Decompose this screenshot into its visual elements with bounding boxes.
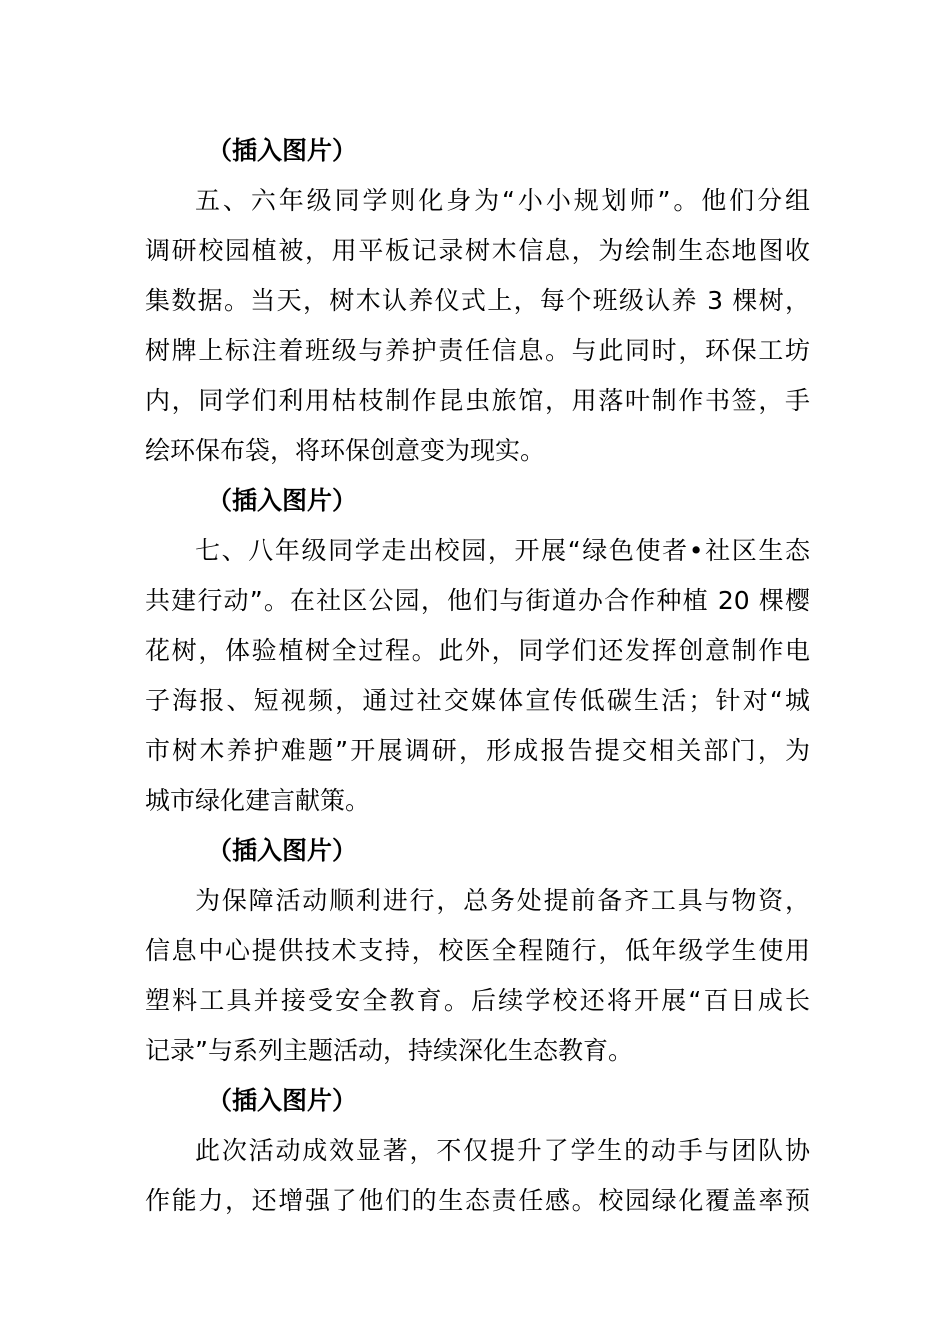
paragraph-line: 七、八年级同学走出校园，开展“绿色使者•社区生态: [195, 536, 810, 565]
paragraph-line: 为保障活动顺利进行，总务处提前备齐工具与物资，: [195, 886, 810, 915]
paragraph-grade-7-8: [145, 526, 810, 826]
paragraph-line: 调研校园植被，用平板记录树木信息，为绘制生态地图收: [145, 236, 810, 265]
image-placeholder-1: （插入图片）: [207, 136, 358, 165]
paragraph-line: 记录”与系列主题活动，持续深化生态教育。: [145, 1036, 633, 1065]
paragraph-line: 五、六年级同学则化身为“小小规划师”。他们分组: [195, 186, 810, 215]
paragraph-line: 子海报、短视频，通过社交媒体宣传低碳生活；针对“城: [145, 686, 810, 715]
paragraph-line: 城市绿化建言献策。: [145, 786, 371, 815]
paragraph-grade-5-6: [145, 176, 810, 476]
paragraph-line: 作能力，还增强了他们的生态责任感。校园绿化覆盖率预: [145, 1186, 810, 1215]
paragraph-line: 集数据。当天，树木认养仪式上，每个班级认养 3 棵树，: [145, 286, 810, 315]
paragraph-line: 树牌上标注着班级与养护责任信息。与此同时，环保工坊: [145, 336, 810, 365]
image-placeholder-3: （插入图片）: [207, 836, 358, 865]
paragraph-line: 信息中心提供技术支持，校医全程随行，低年级学生使用: [145, 936, 810, 965]
paragraph-line: 此次活动成效显著，不仅提升了学生的动手与团队协: [195, 1136, 810, 1165]
paragraph-line: 内，同学们利用枯枝制作昆虫旅馆，用落叶制作书签，手: [145, 386, 810, 415]
paragraph-support: [145, 876, 810, 1076]
image-placeholder-2: （插入图片）: [207, 486, 358, 515]
paragraph-line: 花树，体验植树全过程。此外，同学们还发挥创意制作电: [145, 636, 810, 665]
paragraph-line: 绘环保布袋，将环保创意变为现实。: [145, 436, 546, 465]
paragraph-line: 市树木养护难题”开展调研，形成报告提交相关部门，为: [145, 736, 810, 765]
paragraph-line: 塑料工具并接受安全教育。后续学校还将开展“百日成长: [145, 986, 810, 1015]
paragraph-line: 共建行动”。在社区公园，他们与街道办合作种植 20 棵樱: [145, 586, 810, 615]
image-placeholder-4: （插入图片）: [207, 1086, 358, 1115]
paragraph-results: [145, 1126, 810, 1226]
document-body: [145, 126, 810, 1226]
